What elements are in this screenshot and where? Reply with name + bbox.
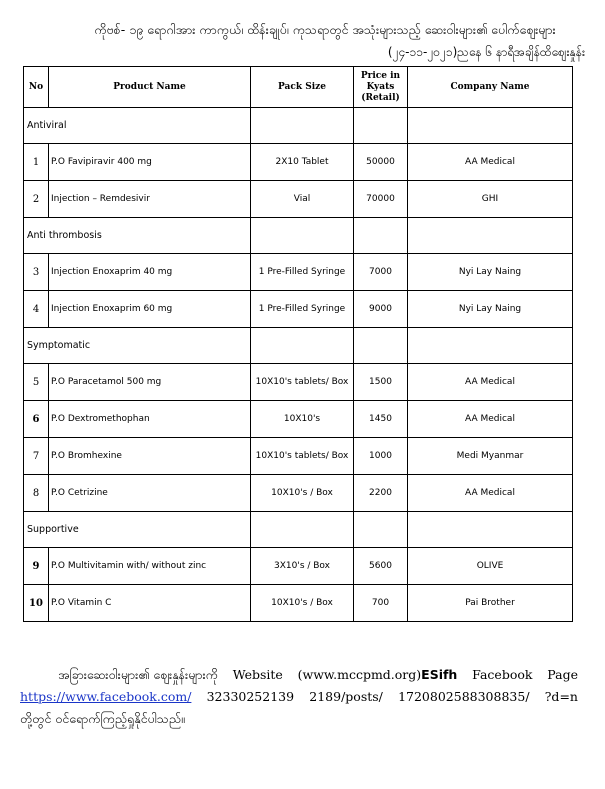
footer-line-1: [20, 664, 578, 686]
category-row: [24, 108, 573, 144]
table-header-row: [24, 67, 573, 108]
company-name: Nyi Lay Naing: [408, 254, 573, 291]
category-label: Antiviral: [24, 108, 251, 144]
pack-size: 1 Pre-Filled Syringe: [251, 254, 354, 291]
row-no: 6: [24, 401, 49, 438]
price: 1500: [354, 364, 408, 401]
product-name: P.O Cetrizine: [49, 475, 251, 512]
date-line: (၂၄-၁၁-၂၀၂၁)ညနေ ၆ နာရီအချိန်ထိဈေးနှုန်း: [387, 45, 585, 59]
pack-size: 10X10's / Box: [251, 475, 354, 512]
facebook-label: Facebook: [472, 667, 533, 682]
row-no: 1: [24, 144, 49, 181]
pack-size: 3X10's / Box: [251, 548, 354, 585]
footer-line-2: [20, 686, 578, 708]
website-label: Website: [232, 667, 283, 682]
header-product-name: Product Name: [49, 67, 251, 108]
table-row: [24, 364, 573, 401]
fb-link-part: 2189/posts/: [309, 689, 383, 704]
company-name: Medi Myanmar: [408, 438, 573, 475]
row-no: 2: [24, 181, 49, 218]
website-url: (www.mccpmd.org)ESifh: [297, 667, 458, 682]
price: 1450: [354, 401, 408, 438]
product-name: Injection Enoxaprim 60 mg: [49, 291, 251, 328]
header-price: Price in Kyats (Retail): [354, 67, 408, 108]
footer-intro: အခြားဆေးဝါးများ၏ ဈေးနှုန်းများကို: [58, 667, 218, 682]
company-name: GHI: [408, 181, 573, 218]
price: 70000: [354, 181, 408, 218]
table-row: [24, 438, 573, 475]
table-row: [24, 548, 573, 585]
price: 700: [354, 585, 408, 622]
table-row: [24, 254, 573, 291]
category-label: Symptomatic: [24, 328, 251, 364]
row-no: 5: [24, 364, 49, 401]
fb-link-part: ?d=n: [544, 689, 578, 704]
drug-price-table: [23, 66, 573, 622]
table-row: [24, 585, 573, 622]
row-no: 10: [24, 585, 49, 622]
category-label: Anti thrombosis: [24, 218, 251, 254]
row-no: 9: [24, 548, 49, 585]
fb-link-part: 1720802588308835/: [398, 689, 530, 704]
row-no: 4: [24, 291, 49, 328]
row-no: 3: [24, 254, 49, 291]
category-row: [24, 512, 573, 548]
product-name: P.O Dextromethophan: [49, 401, 251, 438]
price: 1000: [354, 438, 408, 475]
table-row: [24, 181, 573, 218]
pack-size: 1 Pre-Filled Syringe: [251, 291, 354, 328]
table-row: [24, 144, 573, 181]
product-name: P.O Bromhexine: [49, 438, 251, 475]
company-name: Nyi Lay Naing: [408, 291, 573, 328]
pack-size: 10X10's / Box: [251, 585, 354, 622]
price: 9000: [354, 291, 408, 328]
brand-text: ESifh: [421, 667, 458, 682]
company-name: AA Medical: [408, 144, 573, 181]
footer-note: [20, 664, 578, 730]
pack-size: 2X10 Tablet: [251, 144, 354, 181]
company-name: AA Medical: [408, 475, 573, 512]
pack-size: 10X10's: [251, 401, 354, 438]
table-row: [24, 475, 573, 512]
price: 2200: [354, 475, 408, 512]
table-row: [24, 291, 573, 328]
header-no: No: [24, 67, 49, 108]
product-name: P.O Paracetamol 500 mg: [49, 364, 251, 401]
pack-size: 10X10's tablets/ Box: [251, 364, 354, 401]
page-label: Page: [547, 667, 578, 682]
row-no: 8: [24, 475, 49, 512]
category-row: [24, 218, 573, 254]
footer-outro: တို့တွင် ဝင်ရောက်ကြည့်ရှုနိုင်ပါသည်။: [20, 711, 185, 726]
price: 50000: [354, 144, 408, 181]
table-row: [24, 401, 573, 438]
fb-link-part: 32330252139: [206, 689, 295, 704]
header-company-name: Company Name: [408, 67, 573, 108]
product-name: P.O Multivitamin with/ without zinc: [49, 548, 251, 585]
product-name: Injection – Remdesivir: [49, 181, 251, 218]
pack-size: Vial: [251, 181, 354, 218]
product-name: P.O Favipiravir 400 mg: [49, 144, 251, 181]
row-no: 7: [24, 438, 49, 475]
price: 5600: [354, 548, 408, 585]
category-label: Supportive: [24, 512, 251, 548]
company-name: AA Medical: [408, 364, 573, 401]
company-name: Pai Brother: [408, 585, 573, 622]
category-row: [24, 328, 573, 364]
facebook-link[interactable]: https://www.facebook.com/: [20, 689, 192, 704]
document-title: ကိုဗစ်- ၁၉ ရောဂါအား ကာကွယ်၊ ထိန်းချုပ်၊ ကုသရာတွင် အသုံးများသည့် ဆေးဝါးများ၏ ပေါက်ဈေးများ: [94, 22, 556, 37]
product-name: P.O Vitamin C: [49, 585, 251, 622]
header-pack-size: Pack Size: [251, 67, 354, 108]
company-name: OLIVE: [408, 548, 573, 585]
company-name: AA Medical: [408, 401, 573, 438]
price: 7000: [354, 254, 408, 291]
product-name: Injection Enoxaprim 40 mg: [49, 254, 251, 291]
pack-size: 10X10's tablets/ Box: [251, 438, 354, 475]
